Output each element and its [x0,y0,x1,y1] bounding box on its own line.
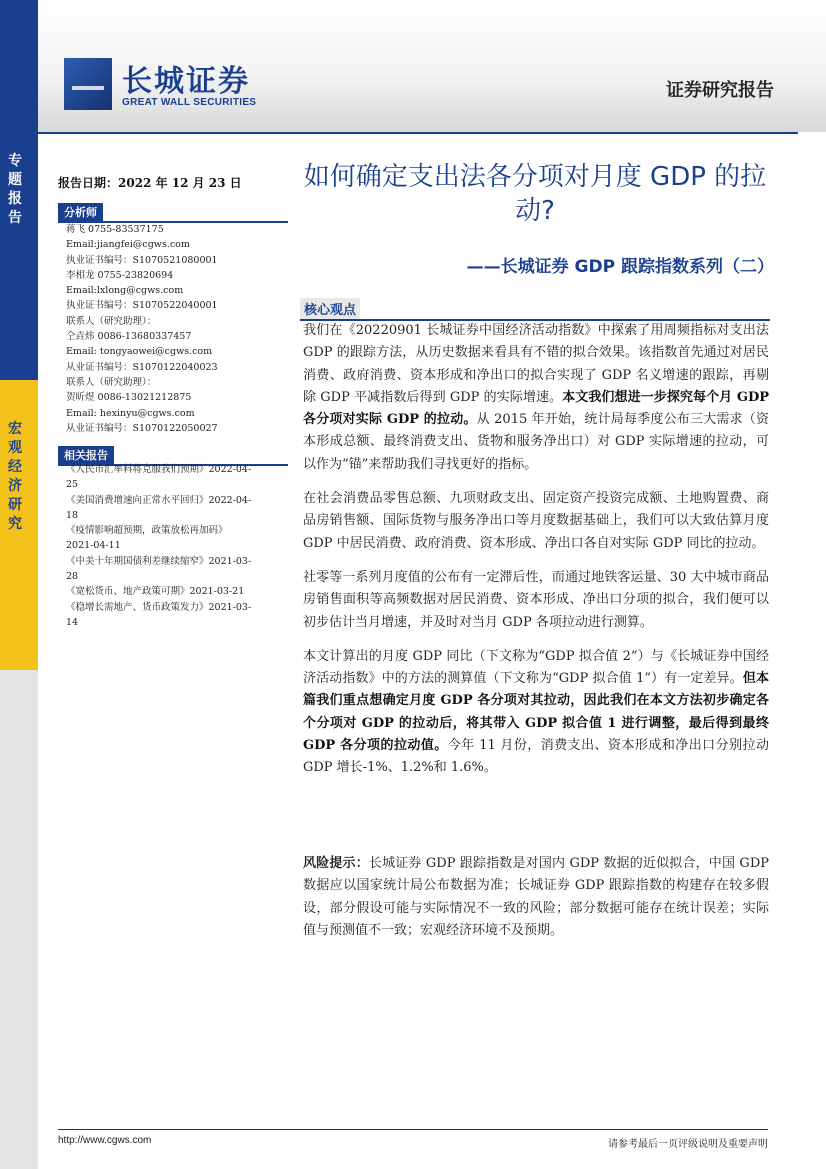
report-type-label: 证券研究报告 [666,80,774,101]
related-report-line: 《美国消费增速向正常水平回归》2022-04- [66,494,252,506]
risk-warning [303,853,769,942]
core-views-heading [300,298,770,321]
analyst-info-line: 从业证书编号：S1070122050027 [66,422,218,434]
paragraph-1-emphasis: 本文我们想进一步探究每个月 GDP 各分项对实际 GDP 的拉动。 [303,389,770,428]
risk-warning-label: 风险提示： [303,856,369,871]
report-date: 报告日期：2022 年 12 月 23 日 [58,176,242,190]
analyst-info-line: 蒋飞 0755-83537175 [66,224,164,235]
analyst-info-line: 贺昕煜 0086-13021212875 [66,392,192,404]
sidebar-band-bottom [0,670,38,1169]
sidebar-category-label: 专题报告 [8,153,22,226]
analyst-list [66,222,296,436]
page-footer [58,1129,768,1150]
risk-warning-text: 长城证券 GDP 跟踪指数是对国内 GDP 数据的近似拟合，中国 GDP 数据应以国家统计局公布数据为准；长城证券 GDP 跟踪指数的构建存在较多假设，部分假设可能与实际情况不一致的风险；部分数据可能存在统计误差；实际值与预测值不一致；宏观经济环境不及预期。 [303,856,769,938]
paragraph-1 [303,320,769,476]
sidebar-field-label: 宏观经济研究 [8,421,22,532]
related-report-line: 《稳增长需地产、货币政策发力》2021-03- [66,601,252,613]
paragraph-4-text-cont: 今年 11 月份，消费支出、资本形成和净出口分别拉动 GDP 增长-1%、1.2%和 1.6%。 [303,738,769,776]
related-reports-list [66,462,286,630]
website-link[interactable]: http://www.cgws.com [58,1135,152,1146]
analyst-info-line: 联系人（研究助理）： [66,315,157,327]
analyst-info-line: 执业证书编号：S1070522040001 [66,300,218,312]
analyst-info-line: 从业证书编号：S1070122040023 [66,361,218,373]
paragraph-2: 在社会消费品零售总额、九项财政支出、固定资产投资完成额、土地购置费、商品房销售额、国际货物与服务净出口等月度数据基础上，我们可以大致估算月度 GDP 中居民消费、政府消费、资本形成、净出口各自对实际 GDP 同比的拉动。 [303,491,769,551]
related-report-line: 25 [66,479,79,491]
analyst-info-line: 执业证书编号：S1070521080001 [66,254,218,266]
related-report-line: 《人民币汇率料将克服我们预期》2022-04- [66,464,252,475]
analyst-info-line: Email:lxlong@cgws.com [66,285,184,297]
related-report-line: 18 [66,509,79,521]
related-report-line: 14 [66,616,79,628]
footer-disclaimer: 请参考最后一页评级说明及重要声明 [608,1139,768,1150]
related-report-line: 2021-04-11 [66,540,121,552]
analyst-info-line: Email: tongyaowei@cgws.com [66,346,213,358]
related-report-line: 28 [66,571,79,583]
paragraph-1-text: 我们在《20220901 长城证券中国经济活动指数》中探索了用周频指标对支出法 GDP 的跟踪方法，从历史数据来看具有不错的拟合效果。该指数首先通过对居民消费、政府消费、资本形成和净出口的拟合实现了 GDP 名义增速的跟踪，再剔除 GDP 平减指数后得到 GDP 的实际增速。 [303,323,770,405]
related-report-line: 《宽松货币、地产政策可期》2021-03-21 [66,586,245,598]
analyst-info-line: Email: hexinyu@cgws.com [66,407,195,419]
company-logo-text: 长城证券 [122,64,250,99]
core-views-body [303,320,769,780]
related-report-line: 《中美十年期国债利差继续缩窄》2021-03- [66,555,252,567]
header-divider [38,132,798,134]
report-title: 如何确定支出法各分项对月度 GDP 的拉动? [303,162,767,226]
paragraph-4 [303,646,769,780]
core-views-heading-label: 核心观点 [300,298,360,319]
related-reports-heading-label: 相关报告 [58,446,114,464]
paragraph-4-emphasis: 但本篇我们重点想确定月度 GDP 各分项对其拉动，因此我们在本文方法初步确定各个分项对 GDP 的拉动后，将其带入 GDP 拟合值 1 进行调整，最后得到最终 GDP 各分项的拉动值。 [303,671,769,754]
company-logo-english: GREAT WALL SECURITIES [122,97,257,108]
paragraph-3: 社零等一系列月度值的公布有一定滞后性，而通过地铁客运量、30 大中城市商品房销售面积等高频数据对居民消费、资本形成、净出口分项的拟合，我们便可以初步估计当月增速，并及时对当月 GDP 各项拉动进行测算。 [303,569,769,630]
report-subtitle: ——长城证券 GDP 跟踪指数系列（二） [466,257,774,277]
analysts-heading [58,201,288,223]
paragraph-4-text: 本文计算出的月度 GDP 同比（下文称为“GDP 拟合值 2”）与《长城证券中国经济活动指数》中的方法的测算值（下文称为“GDP 拟合值 1”）有一定差异。 [303,648,769,687]
analyst-info-line: Email:jiangfei@cgws.com [66,239,190,251]
analysts-heading-label: 分析师 [58,203,103,221]
analyst-info-line: 联系人（研究助理）： [66,376,157,388]
related-report-line: 《疫情影响超预期，政策放松再加码》 [66,525,228,537]
analyst-info-line: 仝垚炜 0086-13680337457 [66,331,192,343]
great-wall-logo-icon [64,58,112,110]
paragraph-1-text-cont: 从 2015 年开始，统计局每季度公布三大需求（资本形成总额、最终消费支出、货物和服务净出口）对 GDP 实际增速的拉动，可以作为“锚”来帮助我们寻找更好的指标。 [303,412,769,472]
analyst-info-line: 李相龙 0755-23820694 [66,269,174,281]
